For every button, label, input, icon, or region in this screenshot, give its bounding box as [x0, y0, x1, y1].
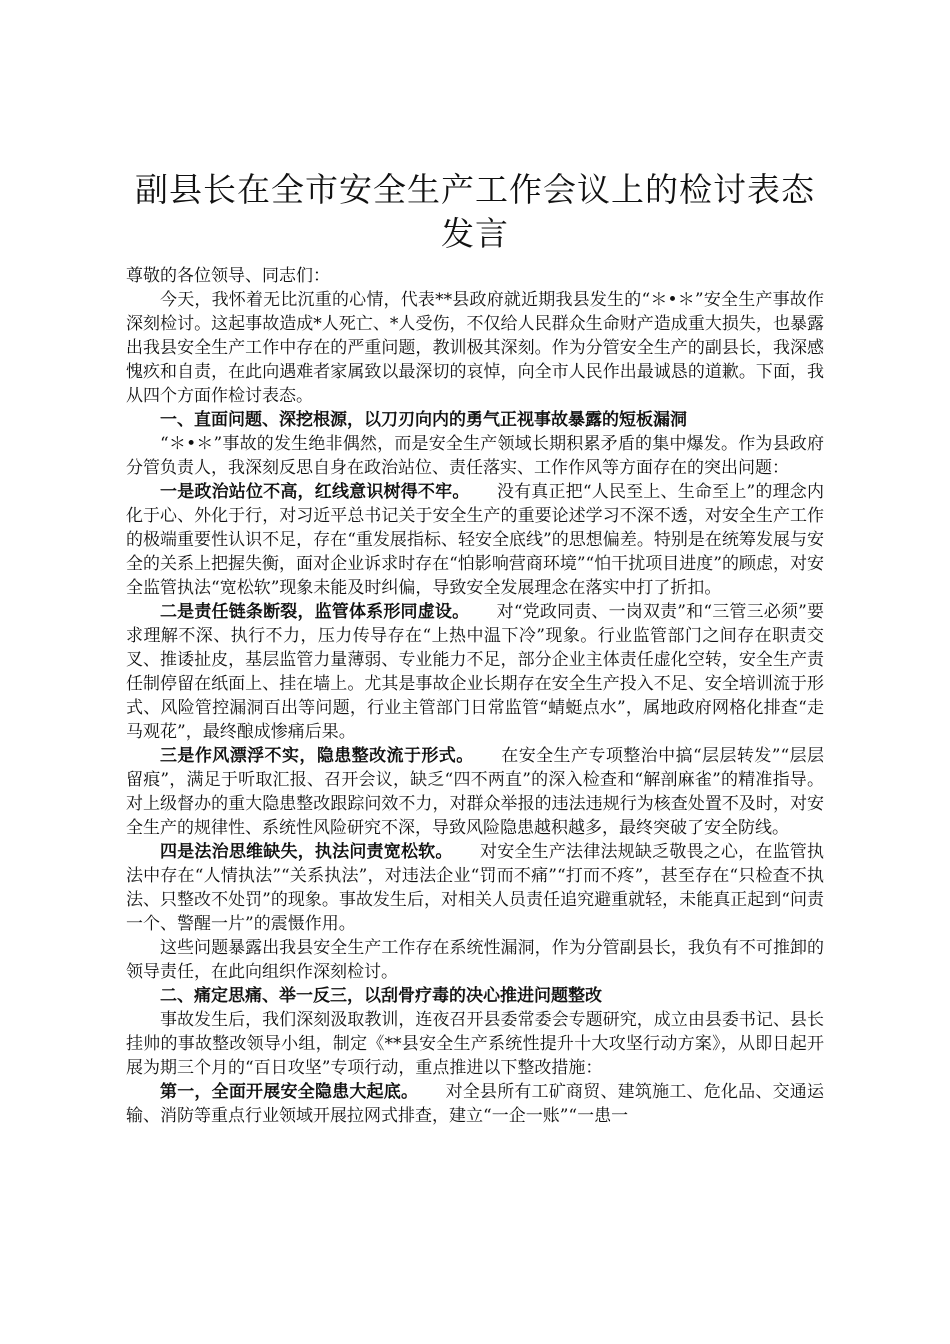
- section-1-point-3: [126, 744, 824, 840]
- point-text: 对安全生产法律法规缺乏敬畏之心，在监管执法中存在“人情执法”“关系执法”，对违法企业“罚而不痛”“打而不疼”，甚至存在“只检查不执法、只整改不处罚”的现象。事故发生后，对相关人员责任追究避重就轻，未能真正起到“问责一个、警醒一片”的震慑作用。: [126, 842, 825, 934]
- point-lead: 四是法治思维缺失，执法问责宽松软。: [160, 842, 453, 862]
- section-2-point-1: [126, 1080, 824, 1128]
- section-1-point-2: [126, 600, 824, 744]
- point-lead: 一是政治站位不高，红线意识树得不牢。: [160, 482, 470, 502]
- point-lead: 三是作风漂浮不实，隐患整改流于形式。: [160, 746, 474, 766]
- section-1-intro: “＊•＊”事故的发生绝非偶然，而是安全生产领域长期积累矛盾的集中爆发。作为县政府分管负责人，我深刻反思自身在政治站位、责任落实、工作作风等方面存在的突出问题：: [126, 434, 824, 478]
- section-2-intro: 事故发生后，我们深刻汲取教训，连夜召开县委常委会专题研究，成立由县委书记、县长挂帅的事故整改领导小组，制定《**县安全生产系统性提升十大攻坚行动方案》，从即日起开展为期三个月的“百日攻坚”专项行动，重点推进以下整改措施：: [126, 1010, 824, 1078]
- point-text: 没有真正把“人民至上、生命至上”的理念内化于心、外化于行，对习近平总书记关于安全生产的重要论述学习不深不透，对安全生产工作的极端重要性认识不足，存在“重发展指标、轻安全底线”的思想偏差。特别是在统筹发展与安全的关系上把握失衡，面对企业诉求时存在“怕影响营商环境”“怕干扰项目进度”的顾虑，对安全监管执法“宽松软”现象未能及时纠偏，导致安全发展理念在落实中打了折扣。: [126, 482, 824, 598]
- point-lead: 第一，全面开展安全隐患大起底。: [160, 1082, 419, 1102]
- section-1-closing: 这些问题暴露出我县安全生产工作存在系统性漏洞，作为分管副县长，我负有不可推卸的领导责任，在此向组织作深刻检讨。: [126, 938, 824, 982]
- section-1-heading: 一、直面问题、深挖根源，以刀刃向内的勇气正视事故暴露的短板漏洞: [160, 410, 687, 430]
- point-text: 对全县所有工矿商贸、建筑施工、危化品、交通运输、消防等重点行业领域开展拉网式排查，建立“一企一账”“一患一: [126, 1082, 825, 1126]
- section-1-point-1: [126, 480, 824, 600]
- document-title: 副县长在全市安全生产工作会议上的检讨表态发言: [135, 170, 815, 253]
- point-lead: 二是责任链条断裂，监管体系形同虚设。: [160, 602, 470, 622]
- section-2-heading: 二、痛定思痛、举一反三，以刮骨疗毒的决心推进问题整改: [160, 986, 602, 1006]
- section-1-point-4: [126, 840, 824, 936]
- point-text: 在安全生产专项整治中搞“层层转发”“层层留痕”，满足于听取汇报、召开会议，缺乏“四不两直”的深入检查和“解剖麻雀”的精准指导。对上级督办的重大隐患整改跟踪问效不力，对群众举报的违法违规行为核查处置不及时，对安全生产的规律性、系统性风险研究不深，导致风险隐患越积越多，最终突破了安全防线。: [126, 746, 824, 838]
- intro-paragraph: 今天，我怀着无比沉重的心情，代表**县政府就近期我县发生的“＊•＊”安全生产事故作深刻检讨。这起事故造成*人死亡、*人受伤，不仅给人民群众生命财产造成重大损失，也暴露出我县安全生产工作中存在的严重问题，教训极其深刻。作为分管安全生产的副县长，我深感愧疚和自责，在此向遇难者家属致以最深切的哀悼，向全市人民作出最诚恳的道歉。下面，我从四个方面作检讨表态。: [126, 290, 824, 406]
- greeting: 尊敬的各位领导、同志们：: [126, 266, 330, 286]
- document-page: [126, 168, 824, 1128]
- point-text: 对“党政同责、一岗双责”和“三管三必须”要求理解不深、执行不力，压力传导存在“上热中温下冷”现象。行业监管部门之间存在职责交叉、推诿扯皮，基层监管力量薄弱、专业能力不足，部分企业主体责任虚化空转，安全生产责任制停留在纸面上、挂在墙上。尤其是事故企业长期存在安全生产投入不足、安全培训流于形式、风险管控漏洞百出等问题，行业主管部门日常监管“蜻蜓点水”，属地政府网格化排查“走马观花”，最终酿成惨痛后果。: [126, 602, 825, 742]
